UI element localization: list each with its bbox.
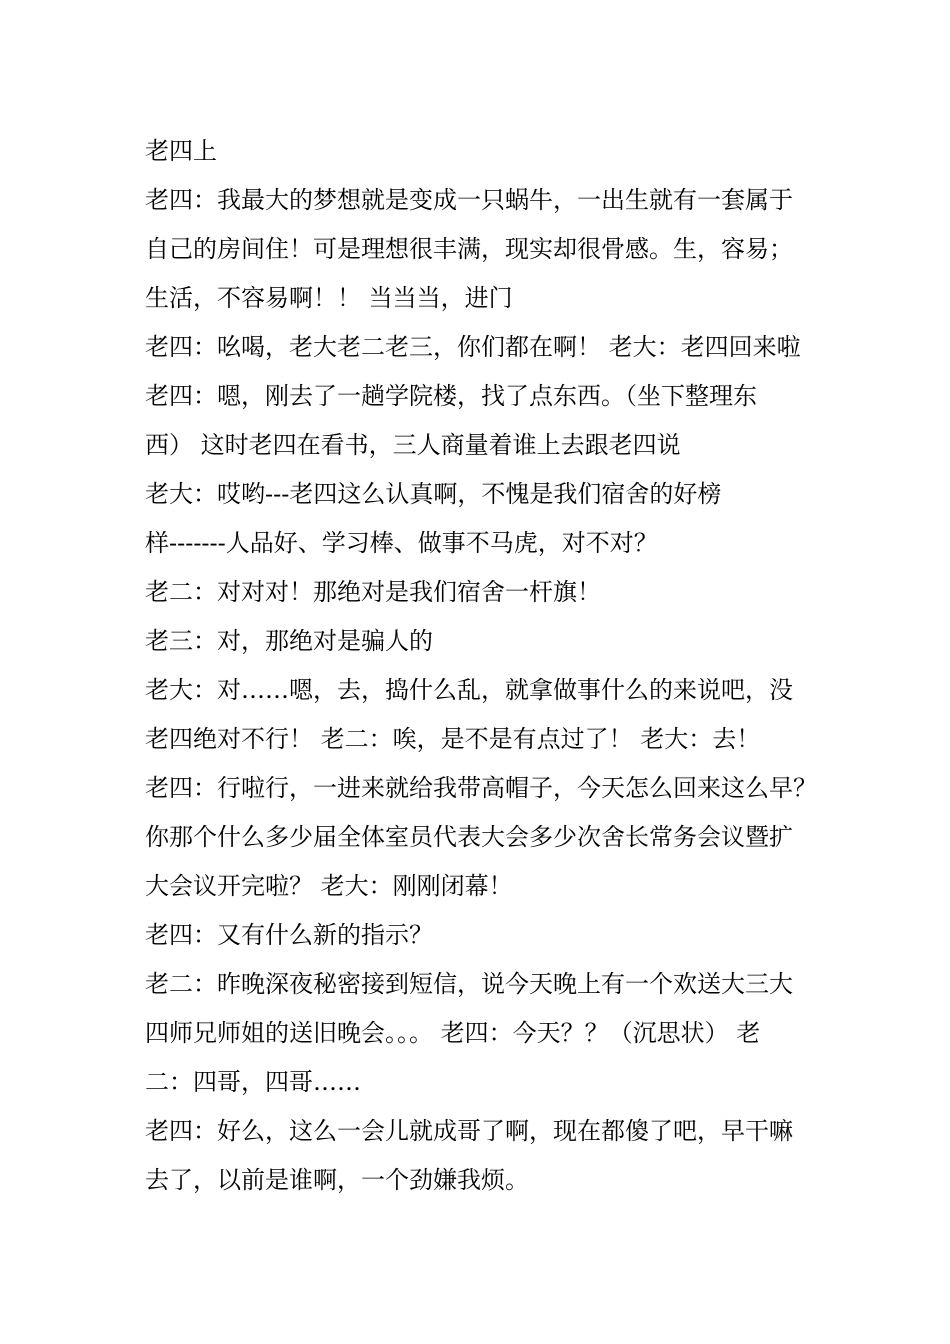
text-line: 你那个什么多少届全体室员代表大会多少次舍长常务会议暨扩 — [145, 823, 793, 851]
text-line: 老四：又有什么新的指示？ — [145, 921, 433, 949]
script-text — [145, 131, 835, 1209]
text-line: 自己的房间住！可是理想很丰满，现实却很骨感。生，容易； — [145, 235, 793, 263]
text-line: 样-------人品好、学习棒、做事不马虎，对不对？ — [145, 529, 658, 557]
text-line: 老四：我最大的梦想就是变成一只蜗牛，一出生就有一套属于 — [145, 186, 793, 214]
text-line: 老四上 — [145, 137, 217, 165]
text-line: 生活，不容易啊！！ 当当当，进门 — [145, 284, 513, 312]
text-line: 老四：吆喝，老大老二老三，你们都在啊！ 老大：老四回来啦 — [145, 333, 801, 361]
text-line: 老四绝对不行！ 老二：唉，是不是有点过了！ 老大：去！ — [145, 725, 761, 753]
text-line: 老二：对对对！那绝对是我们宿舍一杆旗！ — [145, 578, 601, 606]
text-line: 二：四哥，四哥…… — [145, 1068, 361, 1096]
text-line: 大会议开完啦？ 老大：刚刚闭幕！ — [145, 872, 513, 900]
text-line: 老三：对，那绝对是骗人的 — [145, 627, 433, 655]
text-line: 老四：好么，这么一会儿就成哥了啊，现在都傻了吧，早干嘛 — [145, 1117, 793, 1145]
text-line: 老四：行啦行，一进来就给我带高帽子，今天怎么回来这么早？ — [145, 774, 817, 802]
text-line: 老大：哎哟---老四这么认真啊，不愧是我们宿舍的好榜 — [145, 480, 722, 508]
text-line: 西） 这时老四在看书，三人商量着谁上去跟老四说 — [145, 431, 681, 459]
text-line: 老大：对……嗯，去，捣什么乱，就拿做事什么的来说吧，没 — [145, 676, 793, 704]
text-line: 老四：嗯，刚去了一趟学院楼，找了点东西。（坐下整理东 — [145, 382, 757, 410]
text-line: 去了，以前是谁啊，一个劲嫌我烦。 — [145, 1166, 529, 1194]
text-line: 老二：昨晚深夜秘密接到短信，说今天晚上有一个欢送大三大 — [145, 970, 793, 998]
text-line: 四师兄师姐的送旧晚会。。。 老四：今天？？（沉思状） 老 — [145, 1019, 761, 1047]
